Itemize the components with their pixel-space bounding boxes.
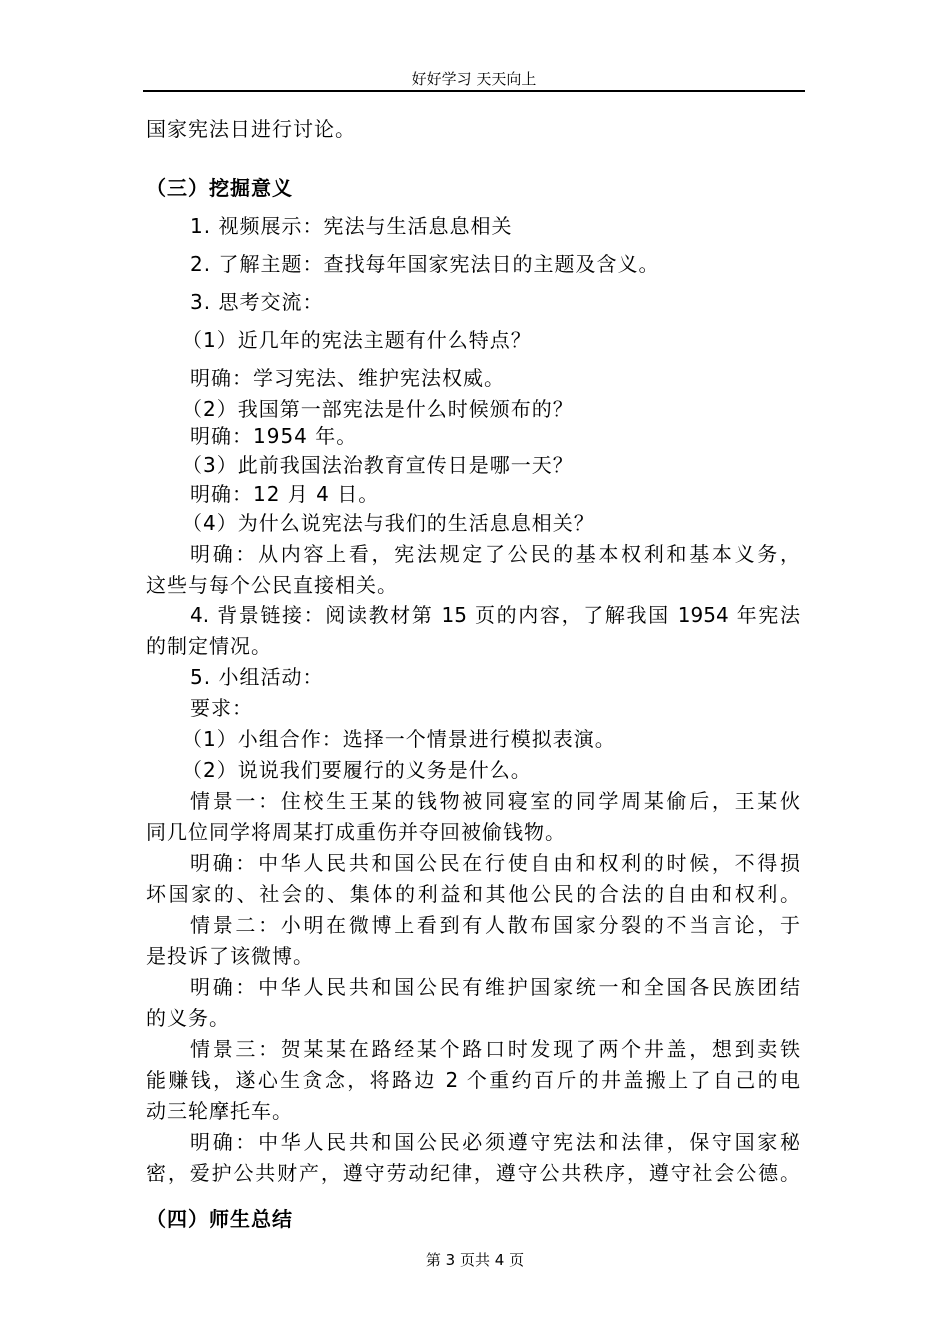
requirement-line: （2）说说我们要履行的义务是什么。 xyxy=(182,758,532,782)
page-footer: 第 3 页共 4 页 xyxy=(425,1251,525,1269)
answer-line: 明确：从内容上看，宪法规定了公民的基本权利和基本义务， xyxy=(190,542,800,566)
scenario-line: 情景一：住校生王某的钱物被同寝室的同学周某偷后，王某伙 xyxy=(190,789,800,813)
section-heading: （三）挖掘意义 xyxy=(146,176,293,200)
scenario-line: 是投诉了该微博。 xyxy=(146,944,314,968)
paragraph-line: 1. 视频展示：宪法与生活息息相关 xyxy=(190,214,513,238)
paragraph-line: 要求： xyxy=(190,696,253,720)
answer-line: 的义务。 xyxy=(146,1006,230,1030)
paragraph-line: 的制定情况。 xyxy=(146,634,272,658)
requirement-line: （1）小组合作：选择一个情景进行模拟表演。 xyxy=(182,727,616,751)
answer-line: 明确：中华人民共和国公民有维护国家统一和全国各民族团结 xyxy=(190,975,800,999)
answer-line: 密，爱护公共财产，遵守劳动纪律，遵守公共秩序，遵守社会公德。 xyxy=(146,1161,800,1185)
paragraph-line: 这些与每个公民直接相关。 xyxy=(146,573,398,597)
scenario-line: 能赚钱，遂心生贪念，将路边 2 个重约百斤的井盖搬上了自己的电 xyxy=(146,1068,800,1092)
question-line: （1）近几年的宪法主题有什么特点？ xyxy=(182,328,532,352)
scenario-line: 情景二：小明在微博上看到有人散布国家分裂的不当言论，于 xyxy=(190,913,800,937)
answer-line: 明确：中华人民共和国公民必须遵守宪法和法律，保守国家秘 xyxy=(190,1130,800,1154)
scenario-line: 动三轮摩托车。 xyxy=(146,1099,293,1123)
question-line: （3）此前我国法治教育宣传日是哪一天？ xyxy=(182,453,574,477)
paragraph-line: 4. 背景链接：阅读教材第 15 页的内容，了解我国 1954 年宪法 xyxy=(190,603,800,627)
paragraph-line: 国家宪法日进行讨论。 xyxy=(146,117,356,141)
answer-line: 明确：1954 年。 xyxy=(190,424,358,448)
paragraph-line: 3. 思考交流： xyxy=(190,290,324,314)
paragraph-line: 2. 了解主题：查找每年国家宪法日的主题及含义。 xyxy=(190,252,660,276)
answer-line: 坏国家的、社会的、集体的利益和其他公民的合法的自由和权利。 xyxy=(146,882,800,906)
answer-line: 明确：12 月 4 日。 xyxy=(190,482,380,506)
scenario-line: 同几位同学将周某打成重伤并夺回被偷钱物。 xyxy=(146,820,566,844)
page-header: 好好学习 天天向上 xyxy=(411,70,537,88)
section-heading: （四）师生总结 xyxy=(146,1207,293,1231)
question-line: （4）为什么说宪法与我们的生活息息相关？ xyxy=(182,511,595,535)
header-divider xyxy=(143,90,805,92)
question-line: （2）我国第一部宪法是什么时候颁布的？ xyxy=(182,397,574,421)
answer-line: 明确：学习宪法、维护宪法权威。 xyxy=(190,366,505,390)
scenario-line: 情景三：贺某某在路经某个路口时发现了两个井盖，想到卖铁 xyxy=(190,1037,800,1061)
paragraph-line: 5. 小组活动： xyxy=(190,665,324,689)
answer-line: 明确：中华人民共和国公民在行使自由和权利的时候，不得损 xyxy=(190,851,800,875)
